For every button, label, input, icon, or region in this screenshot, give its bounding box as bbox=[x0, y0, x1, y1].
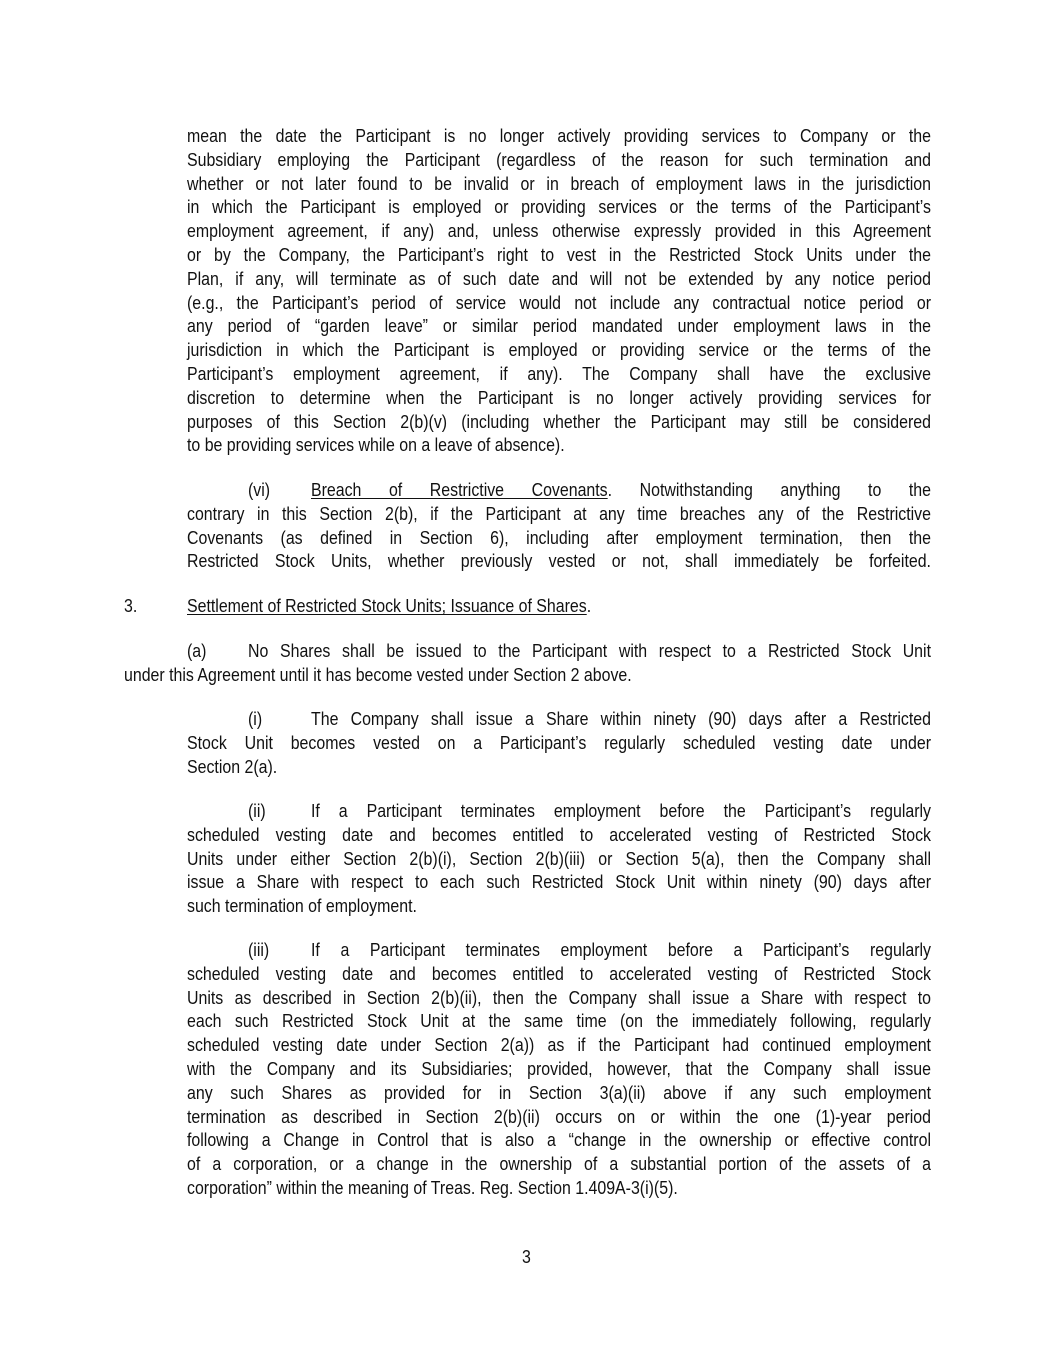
clause-iii-body bbox=[187, 962, 931, 1200]
text-line: termination as described in Section 2(b)(ii) occurs on or within the one (1)-year period bbox=[187, 1105, 931, 1127]
clause-i-first-line bbox=[311, 707, 931, 731]
clause-vi-title: Breach of Restrictive Covenants bbox=[311, 479, 608, 500]
text-line: Plan, if any, will terminate as of such date and will not be extended by any notice period bbox=[187, 267, 931, 289]
clause-i-body bbox=[187, 731, 931, 779]
clause-vi-first-text: . Notwithstanding anything to the bbox=[607, 479, 931, 500]
clause-a-first-line bbox=[248, 639, 931, 663]
text-line: Subsidiary employing the Participant (regardless of the reason for such termination and bbox=[187, 148, 931, 170]
text-line: following a Change in Control that is also a “change in the ownership or effective control bbox=[187, 1129, 931, 1151]
clause-ii-first-line bbox=[311, 799, 931, 823]
section-3-period: . bbox=[586, 595, 592, 616]
text-line: Units as described in Section 2(b)(ii), then the Company shall issue a Share with respect to bbox=[187, 986, 931, 1008]
text-line: discretion to determine when the Participant is no longer actively providing services for bbox=[187, 386, 931, 408]
text-line: Participant’s employment agreement, if any). The Company shall have the exclusive bbox=[187, 362, 931, 384]
clause-label-i: (i) bbox=[248, 708, 263, 729]
text-line: employment agreement, if any) and, unless otherwise expressly provided in this Agreement bbox=[187, 220, 931, 242]
section-3-number: 3. bbox=[124, 595, 138, 616]
text-line: corporation” within the meaning of Treas. Reg. Section 1.409A-3(i)(5). bbox=[187, 1176, 678, 1198]
text-line: Stock Unit becomes vested on a Participant’s regularly scheduled vesting date under bbox=[187, 731, 931, 753]
clause-a-first-text: No Shares shall be issued to the Participant with respect to a Restricted Stock Unit bbox=[248, 640, 931, 661]
text-line: with the Company and its Subsidiaries; provided, however, that the Company shall issue bbox=[187, 1057, 931, 1079]
clause-label-vi: (vi) bbox=[248, 479, 271, 500]
text-line: jurisdiction in which the Participant is employed or providing service or the terms of the bbox=[187, 339, 931, 361]
text-line: or by the Company, the Participant’s right to vest in the Restricted Stock Units under the bbox=[187, 243, 931, 265]
text-line: any such Shares as provided for in Section 3(a)(ii) above if any such employment bbox=[187, 1081, 931, 1103]
clause-label-a: (a) bbox=[187, 640, 207, 661]
text-line: issue a Share with respect to each such Restricted Stock Unit within ninety (90) days after bbox=[187, 871, 931, 893]
clause-ii-body bbox=[187, 823, 931, 918]
section-3-title: Settlement of Restricted Stock Units; Issuance of Shares bbox=[187, 595, 587, 616]
text-line: any period of “garden leave” or similar period mandated under employment laws in the bbox=[187, 315, 931, 337]
text-line: in which the Participant is employed or providing services or the terms of the Participant’s bbox=[187, 196, 931, 218]
text-line: (e.g., the Participant’s period of service would not include any contractual notice period or bbox=[187, 291, 931, 313]
clause-i-first-text: The Company shall issue a Share within ninety (90) days after a Restricted bbox=[311, 708, 931, 729]
clause-ii-first-text: If a Participant terminates employment before the Participant’s regularly bbox=[311, 800, 931, 821]
text-line: to be providing services while on a leave of absence). bbox=[187, 434, 565, 456]
page-number: 3 bbox=[522, 1246, 531, 1267]
clause-vi-body bbox=[187, 502, 931, 573]
clause-vi-first-line bbox=[311, 478, 931, 502]
clause-a-body bbox=[124, 663, 931, 687]
section-3-heading bbox=[187, 594, 591, 618]
text-line: each such Restricted Stock Unit at the same time (on the immediately following, regularly bbox=[187, 1010, 931, 1032]
text-line: of a corporation, or a change in the ownership of a substantial portion of the assets of a bbox=[187, 1153, 931, 1175]
text-line: Covenants (as defined in Section 6), including after employment termination, then the bbox=[187, 526, 931, 548]
text-line: Section 2(a). bbox=[187, 755, 278, 777]
clause-label-iii: (iii) bbox=[248, 939, 270, 960]
text-line: scheduled vesting date and becomes entitled to accelerated vesting of Restricted Stock bbox=[187, 823, 931, 845]
text-line: under this Agreement until it has become vested under Section 2 above. bbox=[124, 663, 632, 685]
text-line: scheduled vesting date and becomes entitled to accelerated vesting of Restricted Stock bbox=[187, 962, 931, 984]
text-line: mean the date the Participant is no longer actively providing services to Company or the bbox=[187, 125, 931, 146]
text-line: such termination of employment. bbox=[187, 895, 417, 917]
text-line: Units under either Section 2(b)(i), Section 2(b)(iii) or Section 5(a), then the Company shall bbox=[187, 847, 931, 869]
text-line: Restricted Stock Units, whether previously vested or not, shall immediately be forfeited. bbox=[187, 550, 931, 572]
paragraph-2b-v-continuation bbox=[187, 124, 931, 457]
text-line: scheduled vesting date under Section 2(a)) as if the Participant had continued employment bbox=[187, 1034, 931, 1056]
text-line: contrary in this Section 2(b), if the Participant at any time breaches any of the Restrictive bbox=[187, 502, 931, 524]
clause-iii-first-line bbox=[311, 938, 931, 962]
clause-label-ii: (ii) bbox=[248, 800, 266, 821]
clause-iii-first-text: If a Participant terminates employment before a Participant’s regularly bbox=[311, 939, 931, 960]
text-line: purposes of this Section 2(b)(v) (including whether the Participant may still be considered bbox=[187, 410, 931, 432]
text-line: whether or not later found to be invalid or in breach of employment laws in the jurisdiction bbox=[187, 172, 931, 194]
